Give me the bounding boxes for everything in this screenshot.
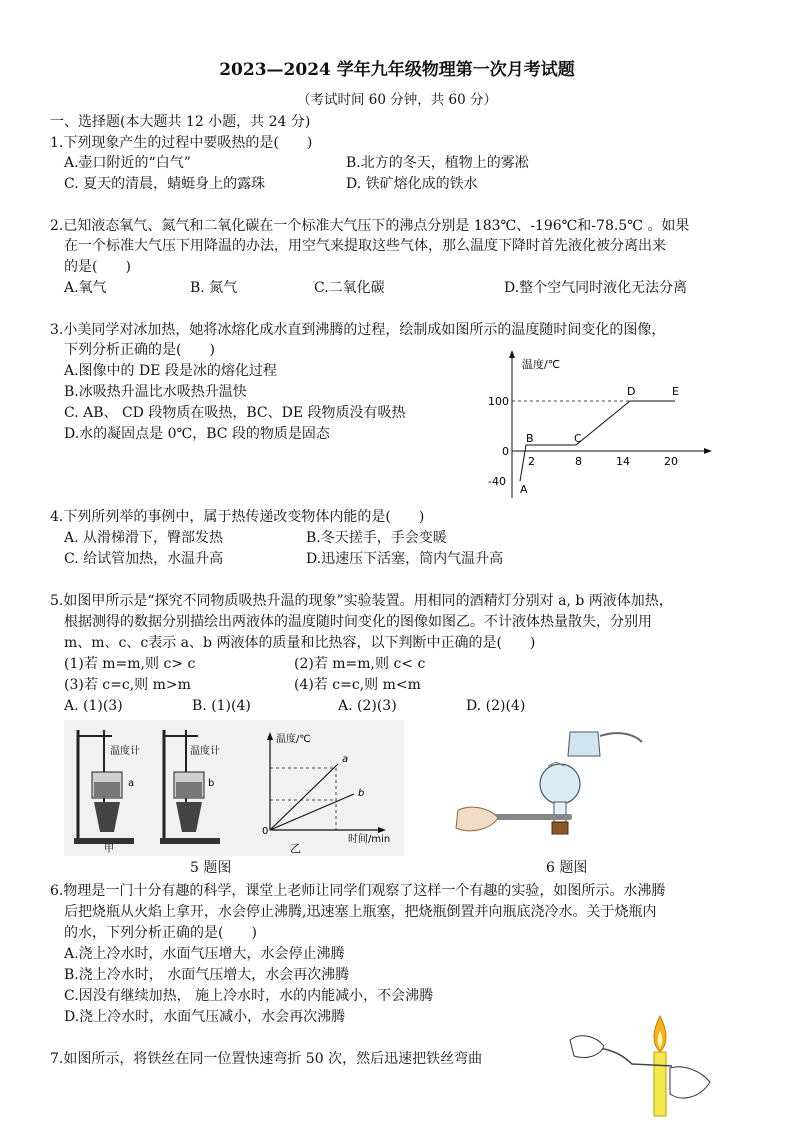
q5-graph-ylabel: 温度/℃ — [276, 734, 311, 745]
q3-line1: 3.小美同学对冰加热，她将冰熔化成水直到沸腾的过程，绘制成如图所示的温度随时间变化的图像， — [50, 322, 666, 338]
q5-line2: 根据测得的数据分别描绘出两液体的温度随时间变化的图像如图乙。不计液体热量散失，分别用 — [64, 614, 652, 630]
q3-option-b: B.冰吸热升温比水吸热升温快 — [64, 384, 247, 400]
thermometer-label-2: 温度计 — [190, 746, 220, 757]
q3-ylabel: 温度/℃ — [522, 358, 561, 371]
q6-option-b: B.浇上冷水时， 水面气压增大，水会再次沸腾 — [64, 967, 350, 983]
q7-line1: 7.如图所示，将铁丝在同一位置快速弯折 50 次，然后迅速把铁丝弯曲 — [50, 1051, 483, 1067]
q3-option-d: D.水的凝固点是 0℃，BC 段的物质是固态 — [64, 426, 330, 442]
q3-tick-100: 100 — [488, 395, 509, 408]
q1-option-c: C. 夏天的清晨，蜻蜓身上的露珠 — [64, 176, 266, 192]
q5-option-a: A. (1)(3) — [64, 698, 123, 714]
q5-figure — [64, 720, 404, 856]
q3-point-a: A — [520, 483, 528, 496]
q2-option-d: D.整个空气同时液化无法分离 — [504, 280, 688, 296]
q2-line1: 2.已知液态氧气、氮气和二氧化碳在一个标准大气压下的沸点分别是 183℃、-196℃和-78.5℃ 。如果 — [50, 218, 690, 234]
figure6-caption: 6 题图 — [546, 860, 588, 876]
q2-option-c: C.二氧化碳 — [314, 280, 385, 296]
q2-option-a: A.氧气 — [64, 280, 107, 296]
q3-tick-14: 14 — [616, 455, 630, 468]
q6-line1: 6.物理是一门十分有趣的科学，课堂上老师让同学们观察了这样一个有趣的实验，如图所示。水沸腾 — [50, 883, 666, 899]
q5-line3: m、m、c、c表示 a、b 两液体的质量和比热容，以下判断中正确的是( ) — [64, 635, 536, 651]
q3-tick-neg40: -40 — [488, 475, 506, 488]
q4-option-c: C. 给试管加热，水温升高 — [64, 551, 224, 567]
q6-option-c: C.因没有继续加热， 施上冷水时，水的内能减小，不会沸腾 — [64, 988, 434, 1004]
q3-tick-20: 20 — [664, 455, 678, 468]
q5-graph-xlabel: 时间/min — [348, 834, 391, 845]
q5-statement-4: (4)若 c=c,则 m<m — [294, 677, 421, 693]
q2-option-b: B. 氮气 — [190, 280, 238, 296]
q4-option-d: D.迅速压下活塞，筒内气温升高 — [306, 551, 504, 567]
q6-flask-figure — [450, 722, 650, 846]
q5-graph-line-a: a — [342, 754, 349, 765]
q5-option-b: B. (1)(4) — [192, 698, 251, 714]
q3-option-c: C. AB、 CD 段物质在吸热，BC、DE 段物质没有吸热 — [64, 405, 406, 421]
q5-option-d: D. (2)(4) — [466, 698, 526, 714]
q3-point-b: B — [526, 432, 534, 445]
figure5-caption: 5 题图 — [190, 860, 232, 876]
q6-option-a: A.浇上冷水时，水面气压增大，水会停止沸腾 — [64, 946, 345, 962]
section-heading: 一、选择题(本大题共 12 小题，共 24 分) — [50, 114, 311, 130]
thermometer-label-1: 温度计 — [110, 746, 140, 757]
q3-point-d: D — [627, 385, 636, 398]
q3-line2: 下列分析正确的是( ) — [64, 342, 215, 358]
q5-line1: 5.如图甲所示是“探究不同物质吸热升温的现象”实验装置。用相同的酒精灯分别对 a, b 两液体加热， — [50, 593, 673, 609]
q3-tick-8: 8 — [575, 455, 582, 468]
q4-option-a: A. 从滑梯滑下，臀部发热 — [64, 530, 224, 546]
q5-statement-2: (2)若 m=m,则 c< c — [294, 656, 426, 672]
q2-line3: 的是( ) — [64, 259, 131, 275]
liquid-a-label: a — [128, 778, 135, 789]
q5-option-c: A. (2)(3) — [338, 698, 397, 714]
q6-option-d: D.浇上冷水时，水面气压减小，水会再次沸腾 — [64, 1009, 346, 1025]
q5-statement-3: (3)若 c=c,则 m>m — [64, 677, 191, 693]
q5-graph-line-b: b — [358, 788, 365, 799]
q6-line3: 的水，下列分析正确的是( ) — [64, 925, 257, 941]
q3-tick-0: 0 — [502, 445, 509, 458]
q4-option-b: B.冬天搓手，手会变暖 — [306, 530, 447, 546]
figure-yi-label: 乙 — [290, 842, 301, 855]
q2-line2: 在一个标准大气压下用降温的办法，用空气来提取这些气体，那么温度下降时首先液化被分离出来 — [64, 238, 666, 254]
q7-candle-figure — [560, 1010, 720, 1120]
q6-line2: 后把烧瓶从火焰上拿开，水会停止沸腾,迅速塞上瓶塞，把烧瓶倒置并向瓶底浇冷水。关于烧瓶内 — [64, 904, 657, 920]
q1-option-a: A.壶口附近的“白气” — [64, 155, 191, 171]
q3-point-e: E — [672, 385, 679, 398]
q5-statement-1: (1)若 m=m,则 c> c — [64, 656, 196, 672]
liquid-b-label: b — [208, 778, 215, 789]
q3-temperature-graph — [480, 348, 720, 506]
figure-jia-label: 甲 — [104, 844, 114, 855]
q3-option-a: A.图像中的 DE 段是冰的熔化过程 — [64, 363, 277, 379]
q4-stem: 4.下列所列举的事例中，属于热传递改变物体内能的是( ) — [50, 509, 425, 525]
q3-tick-2: 2 — [528, 455, 535, 468]
q5-graph-origin: 0 — [262, 826, 269, 837]
exam-subtitle: （考试时间 60 分钟，共 60 分） — [296, 92, 498, 108]
exam-title: 2023—2024 学年九年级物理第一次月考试题 — [219, 60, 575, 80]
q1-option-d: D. 铁矿熔化成的铁水 — [346, 176, 478, 192]
q1-stem: 1.下列现象产生的过程中要吸热的是( ) — [50, 135, 313, 151]
q1-option-b: B.北方的冬天，植物上的雾凇 — [346, 155, 529, 171]
q3-point-c: C — [574, 432, 582, 445]
